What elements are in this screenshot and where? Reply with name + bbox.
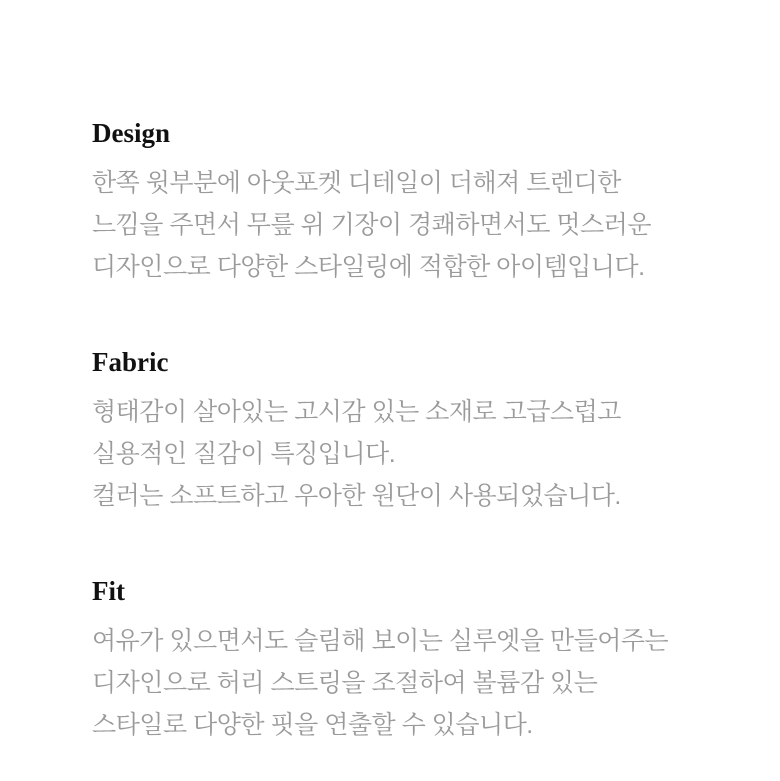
description-line: 컬러는 소프트하고 우아한 원단이 사용되었습니다. — [92, 482, 621, 510]
description-line: 디자인으로 허리 스트링을 조절하여 볼륨감 있는 — [92, 669, 598, 697]
fabric-section-title: Fabric — [92, 347, 169, 377]
description-line: 형태감이 살아있는 고시감 있는 소재로 고급스럽고 — [92, 398, 621, 426]
section-fit — [92, 575, 690, 746]
description-line: 느낌을 주면서 무릎 위 기장이 경쾌하면서도 멋스러운 — [92, 211, 651, 239]
description-line: 여유가 있으면서도 슬림해 보이는 실루엣을 만들어주는 — [92, 627, 669, 655]
fit-section-body — [92, 620, 690, 746]
description-line: 실용적인 질감이 특징입니다. — [92, 440, 396, 468]
design-section-title: Design — [92, 118, 171, 148]
section-design — [92, 117, 690, 288]
description-line: 디자인으로 다양한 스타일링에 적합한 아이템입니다. — [92, 253, 645, 281]
description-line: 스타일로 다양한 핏을 연출할 수 있습니다. — [92, 711, 533, 739]
fit-section-title: Fit — [92, 576, 125, 606]
description-line: 한쪽 윗부분에 아웃포켓 디테일이 더해져 트렌디한 — [92, 169, 621, 197]
section-fabric — [92, 346, 690, 517]
design-section-body — [92, 162, 690, 288]
fabric-section-body — [92, 391, 690, 517]
